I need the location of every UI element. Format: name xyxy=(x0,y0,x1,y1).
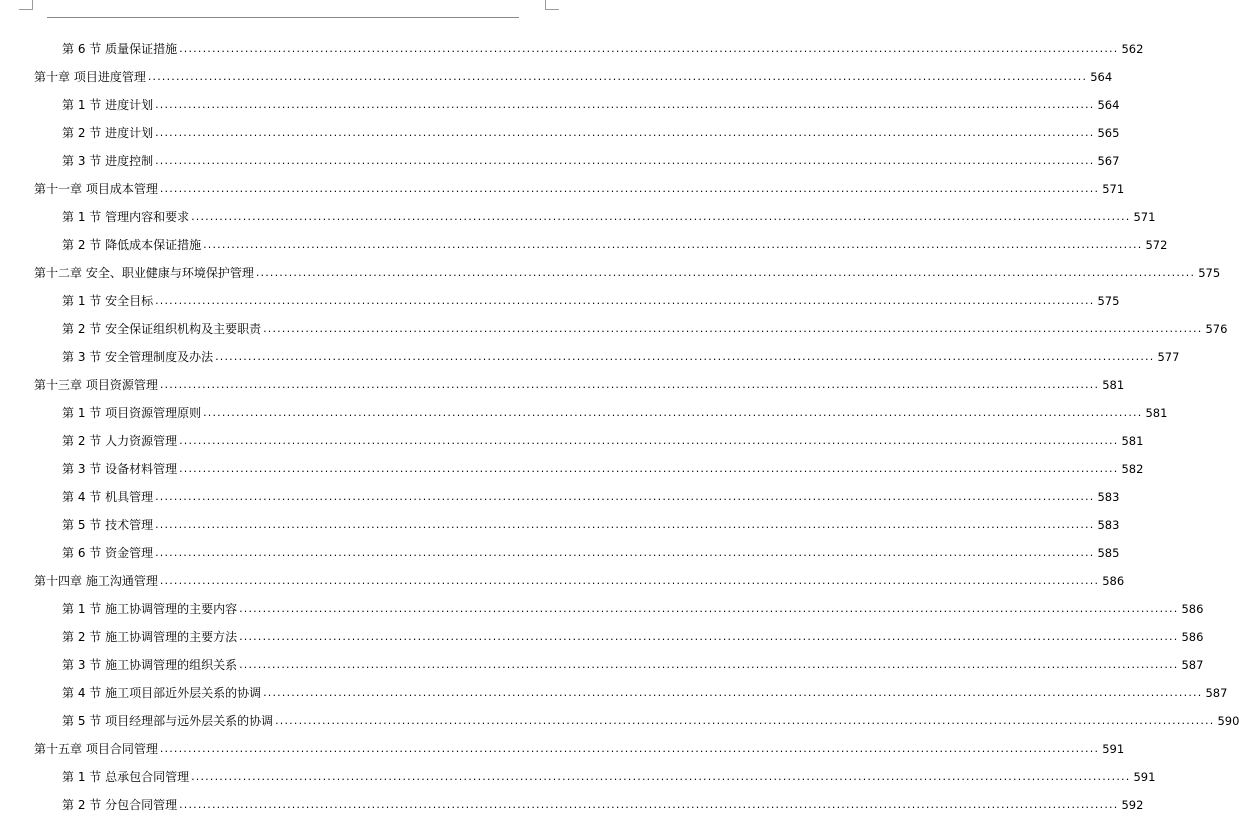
toc-section-entry[interactable] xyxy=(0,231,1168,259)
toc-section-entry[interactable] xyxy=(0,399,1168,427)
toc-dot-leader: ........................................................................................................................................................................................................ xyxy=(191,210,1131,223)
toc-dot-leader: ........................................................................................................................................................................................................ xyxy=(155,546,1095,559)
toc-chapter-entry[interactable] xyxy=(0,567,1125,595)
toc-section-entry[interactable] xyxy=(0,35,1144,63)
toc-section-entry[interactable] xyxy=(0,287,1120,315)
toc-page-number: 562 xyxy=(1121,42,1144,56)
toc-section-entry[interactable] xyxy=(0,763,1156,791)
toc-entry-label: 第 2 节 人力资源管理 xyxy=(62,434,178,448)
header-rule xyxy=(47,17,519,18)
toc-page-number: 592 xyxy=(1121,798,1144,812)
toc-dot-leader: ........................................................................................................................................................................................................ xyxy=(155,518,1095,531)
toc-chapter-entry[interactable] xyxy=(0,63,1113,91)
toc-page-number: 582 xyxy=(1121,462,1144,476)
toc-page-number: 585 xyxy=(1097,546,1120,560)
toc-page-number: 581 xyxy=(1145,406,1168,420)
toc-dot-leader: ........................................................................................................................................................................................................ xyxy=(155,98,1095,111)
toc-dot-leader: ........................................................................................................................................................................................................ xyxy=(203,406,1143,419)
toc-section-entry[interactable] xyxy=(0,483,1120,511)
toc-dot-leader: ........................................................................................................................................................................................................ xyxy=(179,42,1119,55)
toc-section-entry[interactable] xyxy=(0,147,1120,175)
toc-page-number: 587 xyxy=(1205,686,1228,700)
toc-entry-label: 第 1 节 施工协调管理的主要内容 xyxy=(62,602,238,616)
toc-entry-label: 第 2 节 安全保证组织机构及主要职责 xyxy=(62,322,262,336)
toc-section-entry[interactable] xyxy=(0,707,1239,735)
toc-page-number: 575 xyxy=(1198,266,1221,280)
toc-section-entry[interactable] xyxy=(0,315,1228,343)
toc-dot-leader: ........................................................................................................................................................................................................ xyxy=(263,686,1203,699)
toc-entry-label: 第十四章 施工沟通管理 xyxy=(34,574,158,588)
toc-dot-leader: ........................................................................................................................................................................................................ xyxy=(159,182,1100,195)
toc-section-entry[interactable] xyxy=(0,623,1204,651)
toc-dot-leader: ........................................................................................................................................................................................................ xyxy=(255,266,1196,279)
toc-entry-label: 第十二章 安全、职业健康与环境保护管理 xyxy=(34,266,254,280)
toc-section-entry[interactable] xyxy=(0,651,1204,679)
toc-page-number: 586 xyxy=(1181,630,1204,644)
toc-page-number: 571 xyxy=(1133,210,1156,224)
toc-dot-leader: ........................................................................................................................................................................................................ xyxy=(155,294,1095,307)
toc-entry-label: 第 4 节 施工项目部近外层关系的协调 xyxy=(62,686,262,700)
toc-page-number: 581 xyxy=(1102,378,1125,392)
toc-page-number: 564 xyxy=(1090,70,1113,84)
toc-entry-label: 第 2 节 进度计划 xyxy=(62,126,154,140)
toc-entry-label: 第 1 节 进度计划 xyxy=(62,98,154,112)
page-corner-mark-left-h xyxy=(19,9,33,10)
toc-dot-leader: ........................................................................................................................................................................................................ xyxy=(203,238,1143,251)
toc-entry-label: 第 1 节 管理内容和要求 xyxy=(62,210,190,224)
toc-page-number: 590 xyxy=(1217,714,1239,728)
toc-section-entry[interactable] xyxy=(0,119,1120,147)
toc-section-entry[interactable] xyxy=(0,427,1144,455)
toc-entry-label: 第十五章 项目合同管理 xyxy=(34,742,158,756)
toc-entry-label: 第 5 节 项目经理部与远外层关系的协调 xyxy=(62,714,274,728)
toc-dot-leader: ........................................................................................................................................................................................................ xyxy=(179,798,1119,811)
toc-dot-leader: ........................................................................................................................................................................................................ xyxy=(147,70,1088,83)
toc-section-entry[interactable] xyxy=(0,539,1120,567)
toc-dot-leader: ........................................................................................................................................................................................................ xyxy=(239,658,1179,671)
toc-entry-label: 第十一章 项目成本管理 xyxy=(34,182,158,196)
toc-dot-leader: ........................................................................................................................................................................................................ xyxy=(275,714,1215,727)
toc-dot-leader: ........................................................................................................................................................................................................ xyxy=(159,742,1100,755)
toc-page-number: 586 xyxy=(1102,574,1125,588)
toc-chapter-entry[interactable] xyxy=(0,371,1125,399)
toc-section-entry[interactable] xyxy=(0,511,1120,539)
toc-section-entry[interactable] xyxy=(0,595,1204,623)
toc-entry-label: 第十三章 项目资源管理 xyxy=(34,378,158,392)
toc-chapter-entry[interactable] xyxy=(0,259,1221,287)
toc-entry-label: 第 2 节 分包合同管理 xyxy=(62,798,178,812)
toc-entry-label: 第 5 节 技术管理 xyxy=(62,518,154,532)
toc-entry-label: 第 3 节 进度控制 xyxy=(62,154,154,168)
toc-dot-leader: ........................................................................................................................................................................................................ xyxy=(239,602,1179,615)
toc-page-number: 587 xyxy=(1181,658,1204,672)
toc-page-number: 586 xyxy=(1181,602,1204,616)
toc-chapter-entry[interactable] xyxy=(0,175,1125,203)
toc-dot-leader: ........................................................................................................................................................................................................ xyxy=(179,434,1119,447)
toc-section-entry[interactable] xyxy=(0,91,1120,119)
toc-page-number: 591 xyxy=(1102,742,1125,756)
toc-page-number: 591 xyxy=(1133,770,1156,784)
toc-page-number: 581 xyxy=(1121,434,1144,448)
toc-section-entry[interactable] xyxy=(0,791,1144,819)
toc-entry-label: 第 1 节 安全目标 xyxy=(62,294,154,308)
toc-section-entry[interactable] xyxy=(0,343,1180,371)
toc-section-entry[interactable] xyxy=(0,679,1228,707)
toc-entry-label: 第 1 节 总承包合同管理 xyxy=(62,770,190,784)
toc-chapter-entry[interactable] xyxy=(0,735,1125,763)
toc-entry-label: 第 2 节 施工协调管理的主要方法 xyxy=(62,630,238,644)
toc-page-number: 571 xyxy=(1102,182,1125,196)
toc-dot-leader: ........................................................................................................................................................................................................ xyxy=(159,574,1100,587)
toc-dot-leader: ........................................................................................................................................................................................................ xyxy=(191,770,1131,783)
toc-entry-label: 第 6 节 资金管理 xyxy=(62,546,154,560)
toc-entry-label: 第 6 节 质量保证措施 xyxy=(62,42,178,56)
toc-page-number: 572 xyxy=(1145,238,1168,252)
toc-page-number: 575 xyxy=(1097,294,1120,308)
toc-page-number: 567 xyxy=(1097,154,1120,168)
toc-page-number: 583 xyxy=(1097,490,1120,504)
toc-page-number: 564 xyxy=(1097,98,1120,112)
toc-entry-label: 第 3 节 安全管理制度及办法 xyxy=(62,350,214,364)
page-corner-mark-left xyxy=(32,0,33,9)
toc-entry-label: 第 4 节 机具管理 xyxy=(62,490,154,504)
toc-page-number: 583 xyxy=(1097,518,1120,532)
toc-dot-leader: ........................................................................................................................................................................................................ xyxy=(179,462,1119,475)
toc-section-entry[interactable] xyxy=(0,455,1144,483)
toc-dot-leader: ........................................................................................................................................................................................................ xyxy=(155,154,1095,167)
toc-dot-leader: ........................................................................................................................................................................................................ xyxy=(263,322,1203,335)
toc-entry-label: 第 2 节 降低成本保证措施 xyxy=(62,238,202,252)
toc-entry-label: 第 3 节 施工协调管理的组织关系 xyxy=(62,658,238,672)
toc-dot-leader: ........................................................................................................................................................................................................ xyxy=(155,490,1095,503)
toc-page-number: 565 xyxy=(1097,126,1120,140)
page-corner-mark-right-h xyxy=(545,9,559,10)
toc-entry-label: 第十章 项目进度管理 xyxy=(34,70,146,84)
toc-dot-leader: ........................................................................................................................................................................................................ xyxy=(159,378,1100,391)
toc-page-number: 576 xyxy=(1205,322,1228,336)
toc-page-number: 577 xyxy=(1157,350,1180,364)
page-corner-mark-right xyxy=(545,0,546,9)
toc-dot-leader: ........................................................................................................................................................................................................ xyxy=(215,350,1155,363)
toc-dot-leader: ........................................................................................................................................................................................................ xyxy=(155,126,1095,139)
table-of-contents xyxy=(0,35,1239,819)
toc-entry-label: 第 3 节 设备材料管理 xyxy=(62,462,178,476)
toc-dot-leader: ........................................................................................................................................................................................................ xyxy=(239,630,1179,643)
toc-entry-label: 第 1 节 项目资源管理原则 xyxy=(62,406,202,420)
toc-section-entry[interactable] xyxy=(0,203,1156,231)
